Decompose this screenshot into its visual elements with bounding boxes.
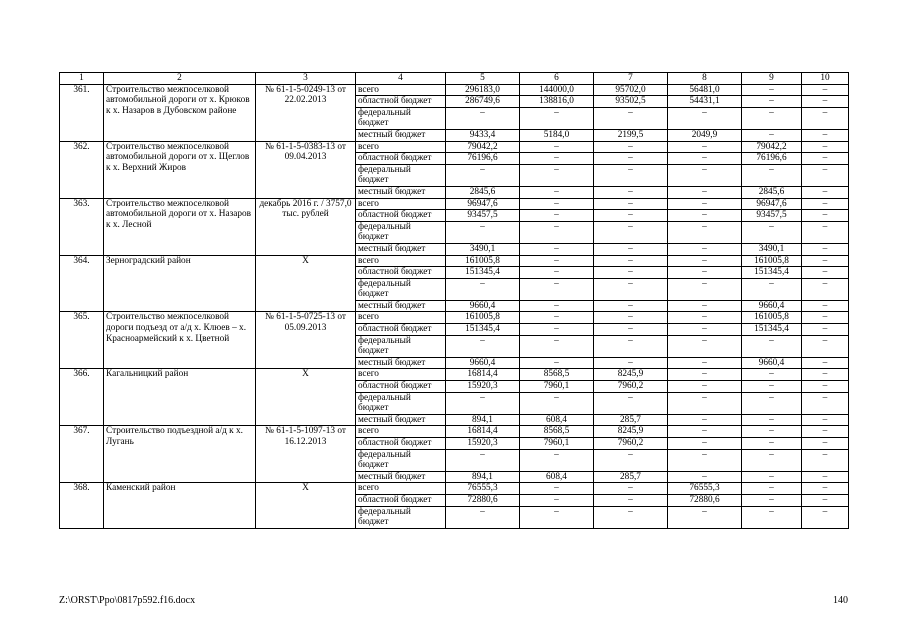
amount-cell: 286749,6 xyxy=(446,96,520,108)
amount-cell: – xyxy=(668,255,742,267)
object-name: Строительство подъездной а/д к х. Лугань xyxy=(104,426,256,483)
amount-cell: – xyxy=(742,278,802,300)
amount-cell: – xyxy=(668,471,742,483)
funding-source: всего xyxy=(356,312,446,324)
object-name: Строительство межпоселковой дороги подъезд от а/д х. Клюев – х. Красноармейский к х. Цветной xyxy=(104,312,256,369)
amount-cell: – xyxy=(742,84,802,96)
amount-cell: 296183,0 xyxy=(446,84,520,96)
amount-cell: 8245,9 xyxy=(594,369,668,381)
amount-cell: – xyxy=(520,506,594,528)
amount-cell: – xyxy=(668,392,742,414)
amount-cell: – xyxy=(802,483,849,495)
amount-cell: 161005,8 xyxy=(742,255,802,267)
amount-cell: – xyxy=(802,267,849,279)
amount-cell: – xyxy=(742,449,802,471)
entry-number: 361. xyxy=(60,84,104,141)
funding-source: областной бюджет xyxy=(356,96,446,108)
column-number: 6 xyxy=(520,73,594,85)
amount-cell: – xyxy=(802,243,849,255)
table-row xyxy=(60,198,849,210)
amount-cell: 2845,6 xyxy=(446,186,520,198)
amount-cell: 15920,3 xyxy=(446,438,520,450)
amount-cell: – xyxy=(742,369,802,381)
amount-cell: 79042,2 xyxy=(446,141,520,153)
amount-cell: – xyxy=(802,186,849,198)
amount-cell: – xyxy=(802,335,849,357)
amount-cell: – xyxy=(520,267,594,279)
amount-cell: 2049,9 xyxy=(668,129,742,141)
amount-cell: 93502,5 xyxy=(594,96,668,108)
amount-cell: – xyxy=(520,198,594,210)
amount-cell: – xyxy=(802,324,849,336)
amount-cell: 56481,0 xyxy=(668,84,742,96)
amount-cell: 9660,4 xyxy=(742,300,802,312)
object-name: Зерноградский район xyxy=(104,255,256,312)
amount-cell: 894,1 xyxy=(446,414,520,426)
amount-cell: – xyxy=(668,369,742,381)
amount-cell: – xyxy=(802,369,849,381)
amount-cell: 151345,4 xyxy=(742,267,802,279)
amount-cell: – xyxy=(520,243,594,255)
amount-cell: – xyxy=(594,278,668,300)
amount-cell: – xyxy=(742,96,802,108)
file-path: Z:\ORST\Ppo\0817p592.f16.docx xyxy=(59,595,196,606)
amount-cell: – xyxy=(446,278,520,300)
amount-cell: – xyxy=(446,335,520,357)
amount-cell: – xyxy=(668,186,742,198)
amount-cell: – xyxy=(742,506,802,528)
funding-source: местный бюджет xyxy=(356,300,446,312)
amount-cell: – xyxy=(520,357,594,369)
amount-cell: – xyxy=(594,392,668,414)
amount-cell: – xyxy=(594,312,668,324)
amount-cell: 161005,8 xyxy=(446,255,520,267)
amount-cell: 16814,4 xyxy=(446,369,520,381)
column-number: 10 xyxy=(802,73,849,85)
amount-cell: – xyxy=(594,449,668,471)
amount-cell: 9660,4 xyxy=(742,357,802,369)
amount-cell: – xyxy=(446,164,520,186)
project-document: № 61-1-5-0725-13 от 05.09.2013 xyxy=(256,312,356,369)
amount-cell: 96947,6 xyxy=(446,198,520,210)
amount-cell: – xyxy=(668,141,742,153)
amount-cell: – xyxy=(668,107,742,129)
project-document: № 61-1-5-0249-13 от 22.02.2013 xyxy=(256,84,356,141)
table-row xyxy=(60,84,849,96)
amount-cell: 5184,0 xyxy=(520,129,594,141)
column-number: 1 xyxy=(60,73,104,85)
funding-source: областной бюджет xyxy=(356,494,446,506)
amount-cell: – xyxy=(594,164,668,186)
amount-cell: – xyxy=(742,494,802,506)
amount-cell: – xyxy=(802,255,849,267)
amount-cell: 76555,3 xyxy=(668,483,742,495)
amount-cell: – xyxy=(802,96,849,108)
amount-cell: – xyxy=(520,221,594,243)
amount-cell: – xyxy=(668,506,742,528)
amount-cell: – xyxy=(802,506,849,528)
amount-cell: 9433,4 xyxy=(446,129,520,141)
amount-cell: – xyxy=(520,186,594,198)
funding-source: федеральный бюджет xyxy=(356,107,446,129)
amount-cell: – xyxy=(594,255,668,267)
table-row xyxy=(60,312,849,324)
amount-cell: 93457,5 xyxy=(742,210,802,222)
amount-cell: – xyxy=(520,164,594,186)
amount-cell: 151345,4 xyxy=(446,267,520,279)
amount-cell: – xyxy=(742,483,802,495)
amount-cell: 2845,6 xyxy=(742,186,802,198)
column-number: 7 xyxy=(594,73,668,85)
amount-cell: – xyxy=(594,506,668,528)
amount-cell: – xyxy=(520,324,594,336)
amount-cell: – xyxy=(594,357,668,369)
funding-source: местный бюджет xyxy=(356,186,446,198)
amount-cell: – xyxy=(668,210,742,222)
amount-cell: – xyxy=(668,153,742,165)
funding-source: всего xyxy=(356,198,446,210)
amount-cell: – xyxy=(520,141,594,153)
amount-cell: – xyxy=(802,426,849,438)
amount-cell: – xyxy=(520,494,594,506)
amount-cell: 894,1 xyxy=(446,471,520,483)
amount-cell: – xyxy=(446,449,520,471)
amount-cell: – xyxy=(520,278,594,300)
amount-cell: 72880,6 xyxy=(446,494,520,506)
table-body xyxy=(60,73,849,529)
funding-source: всего xyxy=(356,141,446,153)
amount-cell: – xyxy=(668,414,742,426)
object-name: Строительство межпоселковой автомобильной дороги от х. Щеглов к х. Верхний Жиров xyxy=(104,141,256,198)
funding-source: федеральный бюджет xyxy=(356,392,446,414)
amount-cell: – xyxy=(668,357,742,369)
funding-source: федеральный бюджет xyxy=(356,449,446,471)
project-document: № 61-1-5-0383-13 от 09.04.2013 xyxy=(256,141,356,198)
amount-cell: – xyxy=(668,300,742,312)
amount-cell: 7960,2 xyxy=(594,438,668,450)
amount-cell: 285,7 xyxy=(594,414,668,426)
amount-cell: 161005,8 xyxy=(446,312,520,324)
amount-cell: – xyxy=(668,221,742,243)
column-number: 5 xyxy=(446,73,520,85)
amount-cell: – xyxy=(802,438,849,450)
amount-cell: 54431,1 xyxy=(668,96,742,108)
amount-cell: – xyxy=(520,335,594,357)
amount-cell: – xyxy=(668,312,742,324)
funding-source: областной бюджет xyxy=(356,210,446,222)
amount-cell: – xyxy=(802,141,849,153)
amount-cell: – xyxy=(668,381,742,393)
amount-cell: – xyxy=(742,414,802,426)
amount-cell: 7960,1 xyxy=(520,381,594,393)
amount-cell: – xyxy=(802,107,849,129)
column-number: 4 xyxy=(356,73,446,85)
funding-source: федеральный бюджет xyxy=(356,164,446,186)
amount-cell: – xyxy=(520,107,594,129)
amount-cell: 608,4 xyxy=(520,471,594,483)
amount-cell: – xyxy=(594,300,668,312)
amount-cell: – xyxy=(594,107,668,129)
amount-cell: – xyxy=(742,471,802,483)
amount-cell: – xyxy=(742,392,802,414)
funding-source: всего xyxy=(356,255,446,267)
funding-source: федеральный бюджет xyxy=(356,278,446,300)
amount-cell: – xyxy=(594,335,668,357)
amount-cell: – xyxy=(742,164,802,186)
amount-cell: – xyxy=(520,392,594,414)
amount-cell: – xyxy=(802,153,849,165)
funding-source: всего xyxy=(356,84,446,96)
amount-cell: – xyxy=(594,243,668,255)
amount-cell: – xyxy=(802,449,849,471)
amount-cell: – xyxy=(594,494,668,506)
funding-source: областной бюджет xyxy=(356,381,446,393)
amount-cell: 151345,4 xyxy=(742,324,802,336)
amount-cell: 3490,1 xyxy=(446,243,520,255)
amount-cell: 16814,4 xyxy=(446,426,520,438)
table-row xyxy=(60,255,849,267)
amount-cell: 608,4 xyxy=(520,414,594,426)
amount-cell: 15920,3 xyxy=(446,381,520,393)
funding-source: местный бюджет xyxy=(356,243,446,255)
amount-cell: – xyxy=(520,255,594,267)
amount-cell: – xyxy=(668,438,742,450)
amount-cell: 8568,5 xyxy=(520,369,594,381)
amount-cell: – xyxy=(802,300,849,312)
entry-number: 363. xyxy=(60,198,104,255)
funding-source: областной бюджет xyxy=(356,438,446,450)
funding-source: областной бюджет xyxy=(356,267,446,279)
amount-cell: 8568,5 xyxy=(520,426,594,438)
amount-cell: 151345,4 xyxy=(446,324,520,336)
amount-cell: – xyxy=(802,198,849,210)
amount-cell: 2199,5 xyxy=(594,129,668,141)
amount-cell: 72880,6 xyxy=(668,494,742,506)
column-number: 3 xyxy=(256,73,356,85)
amount-cell: – xyxy=(802,381,849,393)
funding-source: всего xyxy=(356,426,446,438)
table-row xyxy=(60,426,849,438)
funding-source: местный бюджет xyxy=(356,414,446,426)
amount-cell: 7960,2 xyxy=(594,381,668,393)
project-document: № 61-1-5-1097-13 от 16.12.2013 xyxy=(256,426,356,483)
amount-cell: 76196,6 xyxy=(742,153,802,165)
amount-cell: – xyxy=(594,210,668,222)
amount-cell: – xyxy=(446,107,520,129)
amount-cell: 7960,1 xyxy=(520,438,594,450)
funding-source: местный бюджет xyxy=(356,357,446,369)
table-row xyxy=(60,369,849,381)
amount-cell: – xyxy=(802,494,849,506)
amount-cell: 3490,1 xyxy=(742,243,802,255)
amount-cell: – xyxy=(520,153,594,165)
funding-source: местный бюджет xyxy=(356,471,446,483)
amount-cell: – xyxy=(802,221,849,243)
object-name: Кагальницкий район xyxy=(104,369,256,426)
funding-source: федеральный бюджет xyxy=(356,335,446,357)
amount-cell: 144000,0 xyxy=(520,84,594,96)
project-document: Х xyxy=(256,369,356,426)
funding-source: областной бюджет xyxy=(356,153,446,165)
amount-cell: – xyxy=(520,312,594,324)
amount-cell: 95702,0 xyxy=(594,84,668,96)
amount-cell: – xyxy=(668,426,742,438)
amount-cell: – xyxy=(742,438,802,450)
amount-cell: – xyxy=(742,107,802,129)
project-document: Х xyxy=(256,255,356,312)
object-name: Каменский район xyxy=(104,483,256,528)
funding-source: областной бюджет xyxy=(356,324,446,336)
amount-cell: – xyxy=(802,210,849,222)
column-number: 2 xyxy=(104,73,256,85)
amount-cell: 93457,5 xyxy=(446,210,520,222)
amount-cell: 8245,9 xyxy=(594,426,668,438)
funding-source: всего xyxy=(356,369,446,381)
amount-cell: – xyxy=(446,392,520,414)
project-document: Х xyxy=(256,483,356,528)
amount-cell: 138816,0 xyxy=(520,96,594,108)
amount-cell: – xyxy=(802,129,849,141)
amount-cell: – xyxy=(802,357,849,369)
amount-cell: – xyxy=(446,506,520,528)
funding-source: всего xyxy=(356,483,446,495)
amount-cell: – xyxy=(668,198,742,210)
amount-cell: – xyxy=(520,449,594,471)
amount-cell: 161005,8 xyxy=(742,312,802,324)
amount-cell: 79042,2 xyxy=(742,141,802,153)
entry-number: 368. xyxy=(60,483,104,528)
amount-cell: 76196,6 xyxy=(446,153,520,165)
entry-number: 365. xyxy=(60,312,104,369)
column-number: 9 xyxy=(742,73,802,85)
amount-cell: – xyxy=(594,141,668,153)
amount-cell: – xyxy=(520,300,594,312)
amount-cell: – xyxy=(802,471,849,483)
entry-number: 364. xyxy=(60,255,104,312)
entry-number: 366. xyxy=(60,369,104,426)
amount-cell: – xyxy=(668,449,742,471)
amount-cell: – xyxy=(668,164,742,186)
amount-cell: 76555,3 xyxy=(446,483,520,495)
page-number: 140 xyxy=(833,595,848,606)
amount-cell: – xyxy=(742,335,802,357)
amount-cell: – xyxy=(594,153,668,165)
amount-cell: – xyxy=(594,221,668,243)
object-name: Строительство межпоселковой автомобильной дороги от х. Крюков к х. Назаров в Дубовском районе xyxy=(104,84,256,141)
amount-cell: 9660,4 xyxy=(446,357,520,369)
table-row xyxy=(60,141,849,153)
amount-cell: – xyxy=(594,267,668,279)
amount-cell: – xyxy=(802,84,849,96)
amount-cell: – xyxy=(594,483,668,495)
amount-cell: 9660,4 xyxy=(446,300,520,312)
amount-cell: – xyxy=(742,426,802,438)
amount-cell: – xyxy=(802,392,849,414)
funding-source: федеральный бюджет xyxy=(356,506,446,528)
amount-cell: – xyxy=(802,312,849,324)
amount-cell: – xyxy=(742,221,802,243)
funding-source: федеральный бюджет xyxy=(356,221,446,243)
amount-cell: – xyxy=(668,278,742,300)
column-number-row xyxy=(60,73,849,85)
amount-cell: – xyxy=(802,278,849,300)
object-name: Строительство межпоселковой автомобильной дороги от х. Назаров к х. Лесной xyxy=(104,198,256,255)
financing-table xyxy=(59,72,849,529)
amount-cell: – xyxy=(802,414,849,426)
amount-cell: – xyxy=(668,324,742,336)
amount-cell: – xyxy=(668,267,742,279)
amount-cell: – xyxy=(594,186,668,198)
amount-cell: – xyxy=(446,221,520,243)
table-row xyxy=(60,483,849,495)
amount-cell: – xyxy=(802,164,849,186)
amount-cell: – xyxy=(520,483,594,495)
amount-cell: – xyxy=(668,243,742,255)
amount-cell: 285,7 xyxy=(594,471,668,483)
amount-cell: – xyxy=(668,335,742,357)
amount-cell: – xyxy=(594,324,668,336)
amount-cell: 96947,6 xyxy=(742,198,802,210)
amount-cell: – xyxy=(742,381,802,393)
amount-cell: – xyxy=(594,198,668,210)
amount-cell: – xyxy=(520,210,594,222)
project-document: декабрь 2016 г. / 3757,0 тыс. рублей xyxy=(256,198,356,255)
funding-source: местный бюджет xyxy=(356,129,446,141)
column-number: 8 xyxy=(668,73,742,85)
entry-number: 367. xyxy=(60,426,104,483)
entry-number: 362. xyxy=(60,141,104,198)
amount-cell: – xyxy=(742,129,802,141)
